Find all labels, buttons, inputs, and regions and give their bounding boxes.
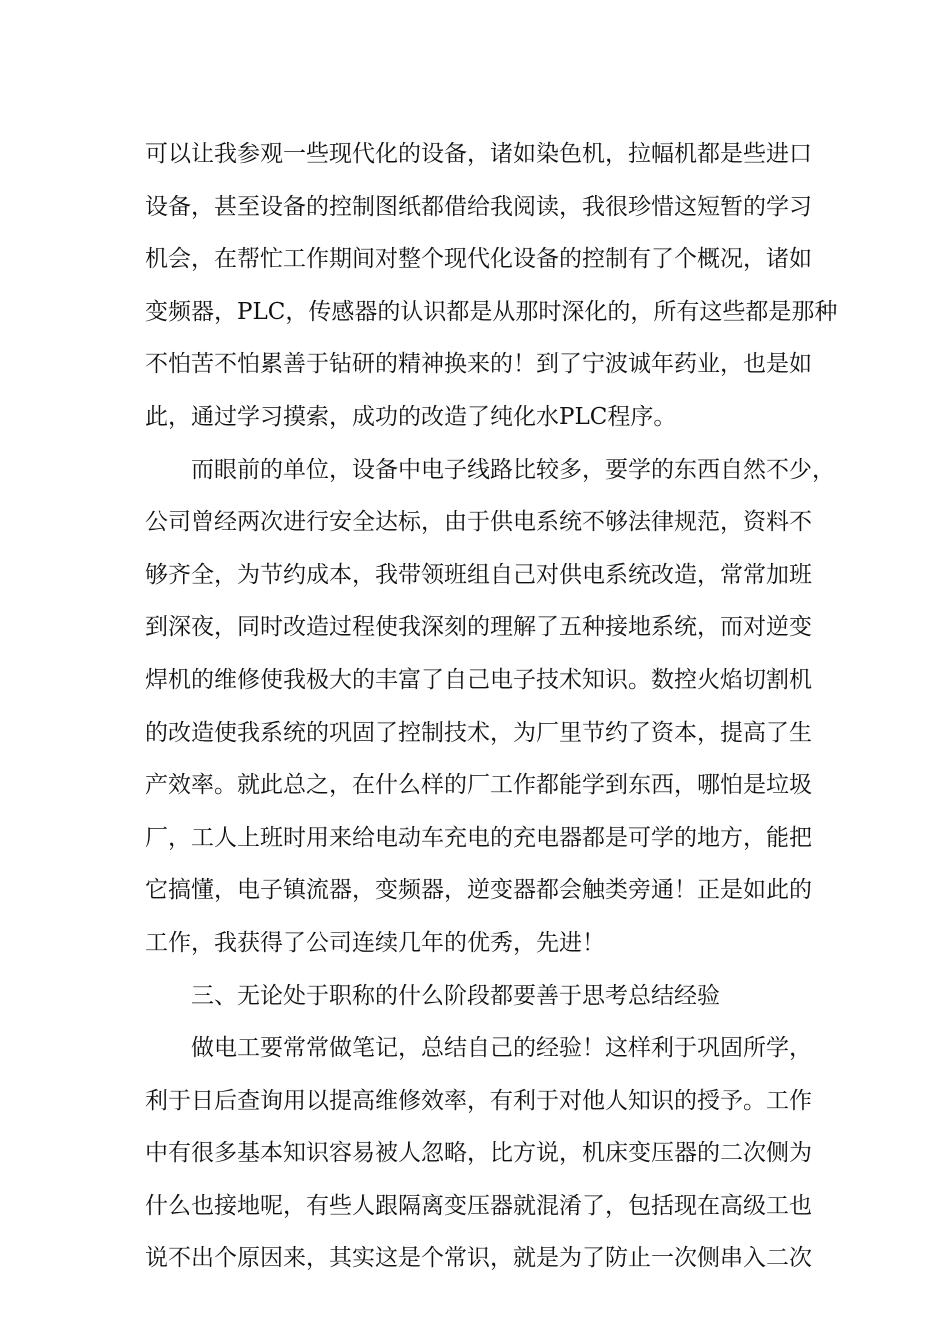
text-line: 机会，在帮忙工作期间对整个现代化设备的控制有了个概况，诸如 (145, 246, 812, 273)
text-line: 它搞懂，电子镇流器，变频器，逆变器都会触类旁通！正是如此的 (145, 877, 812, 904)
text-line: 产效率。就此总之，在什么样的厂工作都能学到东西，哪怕是垃圾 (145, 772, 812, 799)
paragraph-start-line: 做电工要常常做笔记，总结自己的经验！这样利于巩固所学， (191, 1035, 812, 1062)
text-line: 工作，我获得了公司连续几年的优秀，先进！ (145, 929, 605, 956)
text-line: 什么也接地呢，有些人跟隔离变压器就混淆了，包括现在高级工也 (145, 1192, 812, 1219)
text-line: 焊机的维修使我极大的丰富了自己电子技术知识。数控火焰切割机 (145, 666, 812, 693)
text-line: 公司曾经两次进行安全达标，由于供电系统不够法律规范，资料不 (145, 509, 812, 536)
text-line: 设备，甚至设备的控制图纸都借给我阅读，我很珍惜这短暂的学习 (145, 193, 812, 220)
text-line: 厂，工人上班时用来给电动车充电的充电器都是可学的地方，能把 (145, 824, 812, 851)
text-line: 中有很多基本知识容易被人忽略，比方说，机床变压器的二次侧为 (145, 1140, 812, 1167)
text-line: 说不出个原因来，其实这是个常识，就是为了防止一次侧串入二次 (145, 1245, 812, 1272)
text-line: 利于日后查询用以提高维修效率，有利于对他人知识的授予。工作 (145, 1087, 812, 1114)
text-line: 可以让我参观一些现代化的设备，诸如染色机，拉幅机都是些进口 (145, 141, 812, 167)
body-text (145, 128, 838, 1285)
text-line: 不怕苦不怕累善于钻研的精神换来的！到了宁波诚年药业，也是如 (145, 351, 812, 378)
text-line: 此，通过学习摸索，成功的改造了纯化水PLC程序。 (145, 403, 677, 430)
text-line: 的改造使我系统的巩固了控制技术，为厂里节约了资本，提高了生 (145, 719, 812, 746)
section-heading: 三、无论处于职称的什么阶段都要善于思考总结经验 (191, 982, 720, 1009)
text-line: 变频器，PLC，传感器的认识都是从那时深化的，所有这些都是那种 (145, 298, 838, 325)
text-line: 够齐全，为节约成本，我带领班组自己对供电系统改造，常常加班 (145, 561, 812, 588)
paragraph-start-line: 而眼前的单位，设备中电子线路比较多，要学的东西自然不少， (191, 456, 835, 483)
text-line: 到深夜，同时改造过程使我深刻的理解了五种接地系统，而对逆变 (145, 614, 812, 641)
